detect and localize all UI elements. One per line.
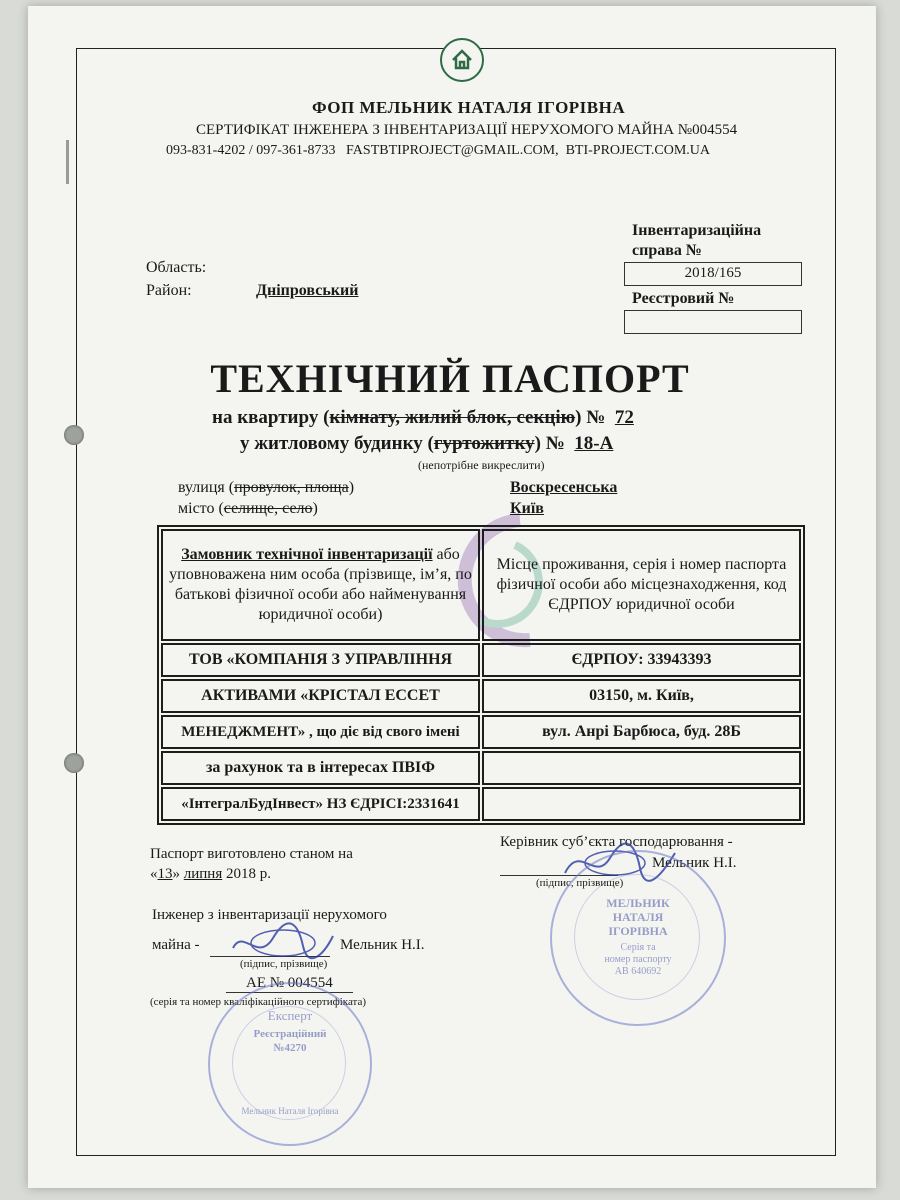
stamp-line: Мельник Наталя Ігорівна xyxy=(241,1106,339,1116)
website: BTI-PROJECT.COM.UA xyxy=(565,143,711,158)
table-cell: ТОВ «КОМПАНІЯ З УПРАВЛІННЯ xyxy=(161,643,480,677)
prepared-date xyxy=(150,866,271,883)
building-number: 18-А xyxy=(574,433,614,454)
stamp-line: Реєстраційний xyxy=(253,1028,327,1040)
stamp-line: АВ 640692 xyxy=(614,966,662,977)
header-customer xyxy=(161,529,480,641)
head-label: Керівник суб’єкта господарювання - xyxy=(500,834,733,850)
punch-hole xyxy=(64,425,84,445)
building-suffix: ) № xyxy=(534,433,565,454)
table-cell: ЄДРПОУ: 33943393 xyxy=(482,643,801,677)
city-value: Київ xyxy=(510,500,544,517)
table-row xyxy=(161,715,801,749)
register-label: Реєстровий № xyxy=(632,290,735,307)
building-line xyxy=(240,433,613,455)
region-label: Область: xyxy=(146,259,207,276)
company-stamp xyxy=(550,850,726,1026)
prepared-day: 13 xyxy=(157,866,173,882)
table-header-row xyxy=(161,529,801,641)
table-cell: АКТИВАМИ «КРІСТАЛ ЕССЕТ xyxy=(161,679,480,713)
table-row xyxy=(161,643,801,677)
staple xyxy=(66,140,69,184)
district-value: Дніпровський xyxy=(256,282,359,299)
street-value: Воскресенська xyxy=(510,479,618,496)
stamp-line: МЕЛЬНИК xyxy=(606,896,670,910)
apartment-prefix: на квартиру ( xyxy=(212,407,330,428)
table-cell: 03150, м. Київ, xyxy=(482,679,801,713)
stamp-line: Експерт xyxy=(267,1008,313,1023)
inventory-number-field: 2018/165 xyxy=(624,262,802,286)
table-cell: вул. Анрі Барбюса, буд. 28Б xyxy=(482,715,801,749)
city-prefix: місто ( xyxy=(178,500,224,517)
contacts-line xyxy=(166,143,710,159)
struck-settlement-types: селище, село xyxy=(223,500,313,517)
struck-options: кімнату, жилий блок, секцію xyxy=(329,407,576,428)
header-customer-rest: або уповноважена ним особа (прізвище, ім’я, по батькові фізичної особи або найменування юридичної особи) xyxy=(169,546,472,623)
head-name: Мельник Н.І. xyxy=(652,855,737,871)
strike-note: (непотрібне викреслити) xyxy=(418,458,545,472)
table-cell: «ІнтегралБудІнвест» НЗ ЄДРІСІ:2331641 xyxy=(161,787,480,821)
table-cell xyxy=(482,787,801,821)
engineer-name: Мельник Н.І. xyxy=(340,937,425,953)
street-prefix: вулиця ( xyxy=(178,479,235,496)
register-number-field xyxy=(624,310,802,334)
table-cell: МЕНЕДЖМЕНТ» , що діє від свого імені xyxy=(161,715,480,749)
stamp-line: НАТАЛЯ xyxy=(612,910,664,924)
city-close: ) xyxy=(312,500,318,517)
table-row xyxy=(161,787,801,821)
table-cell xyxy=(482,751,801,785)
org-name: ФОП МЕЛЬНИК НАТАЛЯ ІГОРІВНА xyxy=(312,98,626,117)
stamp-line: №4270 xyxy=(273,1042,307,1054)
engineer-signature-icon xyxy=(228,918,338,968)
inventory-label: Інвентаризаційна xyxy=(632,222,762,239)
phone-numbers: 093-831-4202 / 097-361-8733 xyxy=(166,143,336,158)
quote-close: » xyxy=(172,866,180,882)
quote-open: « xyxy=(150,866,158,882)
email: FASTBTIPROJECT@GMAIL.COM, xyxy=(346,143,559,158)
stamp-line: номер паспорту xyxy=(604,954,672,965)
stamp-line: ІГОРІВНА xyxy=(608,924,668,938)
header-address: Місце проживання, серія і номер паспорта фізичної особи або місцезнаходження, код ЄДРПОУ юридичної особи xyxy=(482,529,801,641)
street-close: ) xyxy=(348,479,355,496)
engineer-stamp xyxy=(208,982,372,1146)
apartment-line xyxy=(212,407,634,429)
street-label xyxy=(178,479,354,497)
certificate-caption: (серія та номер кваліфікаційного сертифіката) xyxy=(150,996,367,1008)
prepared-label: Паспорт виготовлено станом на xyxy=(150,846,353,862)
struck-dormitory: гуртожитку xyxy=(433,433,535,454)
header-customer-bold: Замовник технічної інвентаризації xyxy=(181,546,433,563)
table-row xyxy=(161,679,801,713)
document-title: ТЕХНІЧНИЙ ПАСПОРТ xyxy=(210,356,690,401)
engineer-sign-caption: (підпис, прізвище) xyxy=(240,958,328,970)
certificate-line: СЕРТИФІКАТ ІНЖЕНЕРА З ІНВЕНТАРИЗАЦІЇ НЕРУХОМОГО МАЙНА №004554 xyxy=(196,122,738,138)
punch-hole xyxy=(64,753,84,773)
certificate-number: АЕ № 004554 xyxy=(226,975,353,993)
engineer-label: Інженер з інвентаризації нерухомого xyxy=(152,907,387,923)
head-sign-caption: (підпис, прізвище) xyxy=(536,877,624,889)
house-logo-icon xyxy=(440,38,484,82)
stamp-line: Серія та xyxy=(620,942,656,953)
prepared-month: липня xyxy=(183,866,223,882)
district-label: Район: xyxy=(146,282,192,299)
inventory-label-2: справа № xyxy=(632,242,702,259)
apartment-suffix: ) № xyxy=(575,407,606,428)
engineer-label-2: майна - xyxy=(152,937,200,953)
city-label xyxy=(178,500,318,518)
prepared-year: 2018 р. xyxy=(225,866,271,882)
struck-street-types: провулок, площа xyxy=(234,479,349,496)
customer-table xyxy=(157,525,805,825)
table-row xyxy=(161,751,801,785)
table-cell: за рахунок та в інтересах ПВІФ xyxy=(161,751,480,785)
apartment-number: 72 xyxy=(614,407,634,428)
building-prefix: у житловому будинку ( xyxy=(240,433,434,454)
